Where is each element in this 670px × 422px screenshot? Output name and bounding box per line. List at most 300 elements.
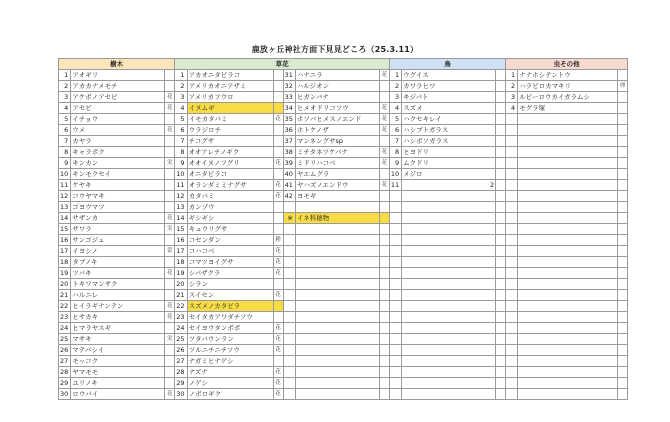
flower-2-status [379, 334, 389, 345]
insect-name [518, 389, 618, 400]
insect-status [618, 356, 628, 367]
bird-status [496, 169, 506, 180]
flower-2-name: ホソバヒメスノエンド [295, 114, 379, 125]
bird-name [402, 345, 496, 356]
insect-number [506, 147, 518, 158]
flower-name: アメリカフウロ [187, 92, 273, 103]
bird-number [389, 290, 401, 301]
bird-status [496, 213, 506, 224]
flower-number: 1 [175, 70, 187, 81]
insect-number [506, 301, 518, 312]
tree-status [165, 367, 175, 378]
insect-number [506, 125, 518, 136]
tree-status [165, 169, 175, 180]
insect-number [506, 312, 518, 323]
bird-number [389, 301, 401, 312]
bird-name [402, 202, 496, 213]
flower-number: 24 [175, 323, 187, 334]
insect-status [618, 191, 628, 202]
bird-number [389, 257, 401, 268]
tree-name: アケボノアセビ [71, 92, 165, 103]
tree-status: 花 [165, 268, 175, 279]
flower-status [273, 279, 283, 290]
tree-status [165, 180, 175, 191]
flower-2-status [379, 191, 389, 202]
flower-number: 16 [175, 235, 187, 246]
insect-status [618, 213, 628, 224]
flower-status [273, 202, 283, 213]
tree-name: イチョウ [71, 114, 165, 125]
flower-name: キュウリグサ [187, 224, 273, 235]
flower-2-name: ハルジオン [295, 81, 379, 92]
tree-status [165, 257, 175, 268]
flower-2-name [295, 323, 379, 334]
bird-name: ウグイス [402, 70, 496, 81]
tree-status: 実 [165, 158, 175, 169]
flower-name: コハコベ [187, 246, 273, 257]
insect-name [518, 125, 618, 136]
flower-2-name [295, 235, 379, 246]
flower-2-status [379, 202, 389, 213]
bird-name: スズメ [402, 103, 496, 114]
flower-2-name [295, 378, 379, 389]
insect-number [506, 378, 518, 389]
bird-number [389, 334, 401, 345]
flower-2-number [283, 334, 295, 345]
tree-name: ツバキ [71, 268, 165, 279]
bird-name: ヒヨドリ [402, 147, 496, 158]
insect-name [518, 257, 618, 268]
flower-number: 20 [175, 279, 187, 290]
tree-name: ユリノキ [71, 378, 165, 389]
flower-2-status: 花 [379, 103, 389, 114]
insect-number [506, 290, 518, 301]
tree-number: 22 [59, 301, 71, 312]
table-row [59, 191, 628, 202]
insect-status [618, 158, 628, 169]
tree-status: 花 [165, 92, 175, 103]
insect-name [518, 301, 618, 312]
flower-name: ツルニチニチソウ [187, 345, 273, 356]
insect-name [518, 323, 618, 334]
tree-number: 28 [59, 367, 71, 378]
insect-name [518, 356, 618, 367]
bird-name [402, 301, 496, 312]
flower-status: 花 [273, 114, 283, 125]
flower-2-name: ハナニラ [295, 70, 379, 81]
tree-name: トキワマンサク [71, 279, 165, 290]
flower-2-status [379, 367, 389, 378]
flower-2-number: 36 [283, 125, 295, 136]
insect-number [506, 268, 518, 279]
insect-status [618, 367, 628, 378]
tree-number: 29 [59, 378, 71, 389]
flower-2-number: 37 [283, 136, 295, 147]
flower-2-status [379, 290, 389, 301]
flower-2-status [379, 235, 389, 246]
bird-number [389, 268, 401, 279]
flower-2-number: 39 [283, 158, 295, 169]
tree-number: 19 [59, 268, 71, 279]
bird-status [496, 202, 506, 213]
flower-2-number: 38 [283, 147, 295, 158]
flower-number: 30 [175, 389, 187, 400]
tree-status: 花 [165, 389, 175, 400]
flower-2-name [295, 246, 379, 257]
tree-status [165, 356, 175, 367]
flower-number: 10 [175, 169, 187, 180]
tree-number: 8 [59, 147, 71, 158]
bird-status [496, 235, 506, 246]
bird-name [402, 224, 496, 235]
flower-number: 28 [175, 367, 187, 378]
insect-name: ハラビロカマキリ [518, 81, 618, 92]
flower-name: イヌムギ [187, 103, 273, 114]
bird-name [402, 290, 496, 301]
tree-status [165, 114, 175, 125]
flower-number: 7 [175, 136, 187, 147]
flower-status [273, 136, 283, 147]
table-row [59, 180, 628, 191]
tree-number: 11 [59, 180, 71, 191]
flower-number: 14 [175, 213, 187, 224]
tree-name: イヨシノ [71, 246, 165, 257]
insect-name [518, 147, 618, 158]
tree-number: 16 [59, 235, 71, 246]
bird-number: 4 [389, 103, 401, 114]
table-row [59, 389, 628, 400]
flower-status [273, 213, 283, 224]
bird-number [389, 235, 401, 246]
insect-status [618, 169, 628, 180]
flower-2-number [283, 279, 295, 290]
tree-status: 花 [165, 312, 175, 323]
flower-number: 12 [175, 191, 187, 202]
bird-number [389, 224, 401, 235]
flower-name: セイタカアワダチソウ [187, 312, 273, 323]
flower-2-name [295, 257, 379, 268]
bird-name: ムクドリ [402, 158, 496, 169]
tree-name: マテバシイ [71, 345, 165, 356]
flower-status: 花 [273, 323, 283, 334]
bird-number [389, 312, 401, 323]
insect-number [506, 191, 518, 202]
table-row [59, 92, 628, 103]
flower-2-number [283, 235, 295, 246]
bird-status [496, 268, 506, 279]
bird-status [496, 136, 506, 147]
flower-2-name: ヒメオドリコソウ [295, 103, 379, 114]
flower-name: ギシギシ [187, 213, 273, 224]
bird-status [496, 290, 506, 301]
table-row [59, 114, 628, 125]
insect-number [506, 235, 518, 246]
bird-name [402, 279, 496, 290]
bird-name: キジバト [402, 92, 496, 103]
flower-number: 8 [175, 147, 187, 158]
bird-number [389, 367, 401, 378]
bird-name: カワラヒワ [402, 81, 496, 92]
flower-2-number: ※ [283, 213, 295, 224]
insect-number [506, 180, 518, 191]
tree-number: 2 [59, 81, 71, 92]
tree-status [165, 279, 175, 290]
flower-number: 13 [175, 202, 187, 213]
insect-number [506, 136, 518, 147]
bird-number: 9 [389, 158, 401, 169]
insect-name [518, 235, 618, 246]
insect-number [506, 257, 518, 268]
tree-name: サワラ [71, 224, 165, 235]
tree-number: 14 [59, 213, 71, 224]
insect-status [618, 279, 628, 290]
tree-status [165, 235, 175, 246]
tree-status [165, 70, 175, 81]
insect-name [518, 312, 618, 323]
header-insect: 虫その他 [506, 59, 628, 70]
flower-name: チコグサ [187, 136, 273, 147]
bird-number [389, 202, 401, 213]
flower-2-number [283, 224, 295, 235]
flower-2-name: ヒガンバナ [295, 92, 379, 103]
bird-name [402, 213, 496, 224]
tree-number: 17 [59, 246, 71, 257]
tree-name: サザンカ [71, 213, 165, 224]
insect-number: 1 [506, 70, 518, 81]
flower-number: 23 [175, 312, 187, 323]
tree-name: アセビ [71, 103, 165, 114]
header-bird: 鳥 [389, 59, 505, 70]
tree-number: 18 [59, 257, 71, 268]
bird-status [496, 81, 506, 92]
bird-name: ハクセキレイ [402, 114, 496, 125]
bird-number: 11 [389, 180, 401, 191]
flower-status [273, 356, 283, 367]
flower-2-number: 32 [283, 81, 295, 92]
flower-2-status [379, 323, 389, 334]
flower-name: オオアレチノギク [187, 147, 273, 158]
flower-2-status [379, 389, 389, 400]
observation-table [58, 58, 628, 400]
bird-number: 7 [389, 136, 401, 147]
insect-number [506, 246, 518, 257]
bird-status [496, 389, 506, 400]
insect-number [506, 345, 518, 356]
bird-number [389, 345, 401, 356]
bird-number [389, 191, 401, 202]
tree-name: ヒイラギナンテン [71, 301, 165, 312]
flower-status [273, 224, 283, 235]
flower-name: アメリカオニアザミ [187, 81, 273, 92]
bird-number: 2 [389, 81, 401, 92]
bird-number: 5 [389, 114, 401, 125]
flower-status: 花 [273, 268, 283, 279]
flower-status [273, 103, 283, 114]
insect-status [618, 114, 628, 125]
bird-name [402, 257, 496, 268]
tree-status [165, 202, 175, 213]
bird-status [496, 345, 506, 356]
bird-status [496, 301, 506, 312]
tree-name: ヒマラヤスギ [71, 323, 165, 334]
flower-2-number [283, 268, 295, 279]
table-row [59, 290, 628, 301]
flower-2-name [295, 279, 379, 290]
tree-number: 13 [59, 202, 71, 213]
tree-number: 5 [59, 114, 71, 125]
tree-name: コウヤマキ [71, 191, 165, 202]
bird-name [402, 235, 496, 246]
flower-name: シバザクラ [187, 268, 273, 279]
bird-status [496, 147, 506, 158]
insect-status [618, 235, 628, 246]
tree-number: 27 [59, 356, 71, 367]
flower-status: 花 [273, 246, 283, 257]
insect-name [518, 268, 618, 279]
flower-2-status: 花 [379, 114, 389, 125]
bird-status [496, 224, 506, 235]
flower-2-number [283, 378, 295, 389]
bird-number: 1 [389, 70, 401, 81]
table-row [59, 136, 628, 147]
tree-status [165, 323, 175, 334]
tree-name: キンカン [71, 158, 165, 169]
insect-status [618, 92, 628, 103]
tree-name: タブノキ [71, 257, 165, 268]
insect-number [506, 367, 518, 378]
flower-status: 花 [273, 334, 283, 345]
flower-2-name [295, 224, 379, 235]
flower-status [273, 312, 283, 323]
page-title: 鹿放ヶ丘神社方面下見見どころ（25.3.11） [251, 45, 419, 54]
tree-name: キンモクセイ [71, 169, 165, 180]
bird-number: 6 [389, 125, 401, 136]
bird-name [402, 246, 496, 257]
tree-name: ヒサカキ [71, 312, 165, 323]
tree-status [165, 81, 175, 92]
tree-number: 3 [59, 92, 71, 103]
flower-2-status [379, 345, 389, 356]
flower-status: 花 [273, 345, 283, 356]
insect-number [506, 169, 518, 180]
flower-2-number [283, 356, 295, 367]
flower-status [273, 169, 283, 180]
insect-status [618, 136, 628, 147]
insect-status [618, 125, 628, 136]
flower-2-status [379, 257, 389, 268]
flower-number: 15 [175, 224, 187, 235]
table-row [59, 224, 628, 235]
insect-name [518, 345, 618, 356]
flower-status [273, 125, 283, 136]
flower-name: オランダミミナグサ [187, 180, 273, 191]
tree-name: アオギリ [71, 70, 165, 81]
insect-number [506, 114, 518, 125]
flower-2-status [379, 169, 389, 180]
flower-2-status [379, 224, 389, 235]
tree-name: ゴヨウマツ [71, 202, 165, 213]
insect-name [518, 169, 618, 180]
flower-2-name [295, 268, 379, 279]
tree-name: ウメ [71, 125, 165, 136]
bird-status [496, 70, 506, 81]
flower-2-name [295, 290, 379, 301]
flower-2-number [283, 389, 295, 400]
bird-status [496, 125, 506, 136]
flower-2-status [379, 213, 389, 224]
flower-name: スズメノカタビラ [187, 301, 273, 312]
flower-number: 19 [175, 268, 187, 279]
insect-name [518, 213, 618, 224]
table-row [59, 81, 628, 92]
bird-number [389, 356, 401, 367]
table-row [59, 202, 628, 213]
flower-2-number: 35 [283, 114, 295, 125]
insect-status [618, 224, 628, 235]
table-row [59, 378, 628, 389]
bird-name [402, 367, 496, 378]
flower-2-number: 33 [283, 92, 295, 103]
insect-name [518, 367, 618, 378]
tree-number: 7 [59, 136, 71, 147]
insect-number [506, 158, 518, 169]
tree-status [165, 345, 175, 356]
flower-2-status: 花 [379, 147, 389, 158]
flower-number: 3 [175, 92, 187, 103]
table-row [59, 268, 628, 279]
flower-name: ノボロギク [187, 389, 273, 400]
table-row [59, 356, 628, 367]
bird-status [496, 334, 506, 345]
table-row [59, 323, 628, 334]
insect-name [518, 224, 618, 235]
insect-name [518, 136, 618, 147]
flower-number: 2 [175, 81, 187, 92]
bird-name: ハシブトガラス [402, 125, 496, 136]
header-flower: 草花 [175, 59, 390, 70]
insect-name [518, 158, 618, 169]
insect-status [618, 378, 628, 389]
tree-status: 花 [165, 103, 175, 114]
insect-number [506, 334, 518, 345]
tree-status [165, 378, 175, 389]
tree-number: 20 [59, 279, 71, 290]
bird-status [496, 323, 506, 334]
bird-number [389, 279, 401, 290]
flower-name: ナズナ [187, 367, 273, 378]
flower-name: ツタバウンラン [187, 334, 273, 345]
tree-status: 蕾 [165, 246, 175, 257]
insect-name [518, 290, 618, 301]
tree-status: 花 [165, 125, 175, 136]
table-row [59, 235, 628, 246]
insect-number [506, 389, 518, 400]
bird-number [389, 246, 401, 257]
bird-number [389, 213, 401, 224]
flower-2-status: 花 [379, 158, 389, 169]
bird-number [389, 378, 401, 389]
bird-number: 3 [389, 92, 401, 103]
insect-status [618, 290, 628, 301]
flower-name: オニタビラコ [187, 169, 273, 180]
flower-2-name [295, 334, 379, 345]
bird-status [496, 378, 506, 389]
flower-2-name: マンネングサsp [295, 136, 379, 147]
flower-2-name: ヨモギ [295, 191, 379, 202]
header-row [59, 59, 628, 70]
flower-2-status [379, 92, 389, 103]
insect-status [618, 246, 628, 257]
